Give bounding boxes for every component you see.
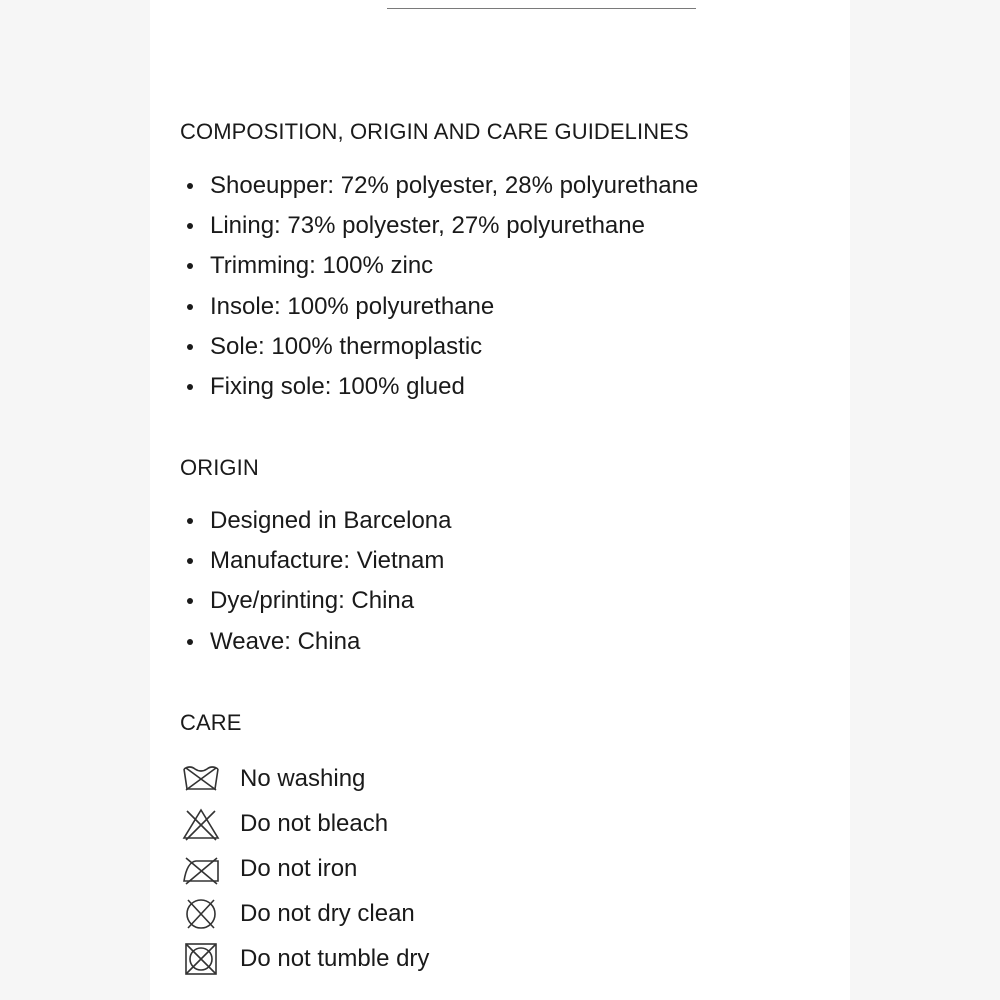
composition-item-trimming: Trimming: 100% zinc	[210, 252, 434, 280]
care-list	[180, 756, 429, 981]
bullet-icon	[187, 223, 193, 229]
care-label: Do not tumble dry	[240, 945, 430, 972]
list-item	[180, 581, 452, 621]
composition-title: COMPOSITION, ORIGIN AND CARE GUIDELINES	[180, 119, 689, 144]
origin-item-designed: Designed in Barcelona	[210, 507, 452, 534]
list-item	[180, 367, 698, 407]
do-not-iron-icon	[182, 852, 220, 886]
care-item-do-not-iron	[180, 846, 429, 891]
list-item	[180, 206, 698, 246]
composition-list	[180, 166, 698, 407]
origin-item-dye-printing: Dye/printing: China	[210, 587, 415, 615]
bullet-icon	[187, 639, 193, 645]
bullet-icon	[187, 263, 193, 269]
bullet-icon	[187, 384, 193, 390]
care-label: No washing	[240, 765, 366, 792]
care-label: Do not iron	[240, 855, 358, 882]
composition-item-shoeupper: Shoeupper: 72% polyester, 28% polyurethane	[210, 172, 699, 199]
list-item	[180, 166, 698, 206]
list-item	[180, 246, 698, 286]
origin-item-manufacture: Manufacture: Vietnam	[210, 547, 445, 575]
do-not-tumble-dry-icon	[182, 942, 220, 976]
list-item	[180, 287, 698, 327]
origin-title: ORIGIN	[180, 455, 259, 480]
list-item	[180, 622, 452, 662]
composition-item-lining: Lining: 73% polyester, 27% polyurethane	[210, 212, 645, 240]
origin-item-weave: Weave: China	[210, 627, 361, 655]
no-washing-icon	[182, 762, 220, 796]
care-label: Do not bleach	[240, 810, 389, 837]
list-item	[180, 541, 452, 581]
bullet-icon	[187, 558, 193, 564]
composition-item-fixing-sole: Fixing sole: 100% glued	[210, 372, 465, 400]
composition-item-sole: Sole: 100% thermoplastic	[210, 332, 483, 360]
bullet-icon	[187, 598, 193, 604]
do-not-dry-clean-icon	[182, 897, 220, 931]
care-item-do-not-dry-clean	[180, 891, 429, 936]
care-label: Do not dry clean	[240, 900, 415, 927]
divider	[387, 8, 696, 9]
care-item-do-not-bleach	[180, 801, 429, 846]
care-item-do-not-tumble-dry	[180, 936, 429, 981]
origin-list	[180, 501, 452, 662]
care-item-no-washing	[180, 756, 429, 801]
do-not-bleach-icon	[182, 807, 220, 841]
bullet-icon	[187, 518, 193, 524]
composition-item-insole: Insole: 100% polyurethane	[210, 292, 495, 320]
bullet-icon	[187, 183, 193, 189]
list-item	[180, 501, 452, 541]
bullet-icon	[187, 344, 193, 350]
list-item	[180, 327, 698, 367]
bullet-icon	[187, 304, 193, 310]
care-title: CARE	[180, 710, 242, 735]
